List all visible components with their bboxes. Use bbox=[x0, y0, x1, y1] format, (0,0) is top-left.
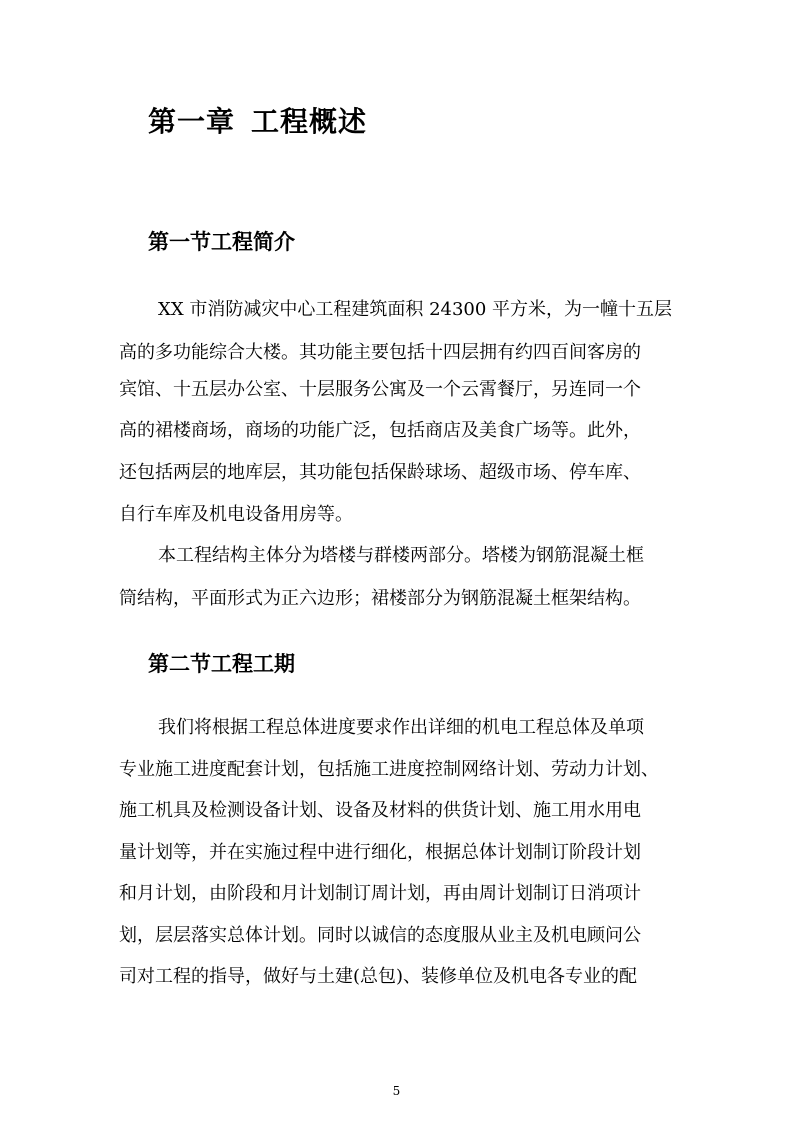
paragraph-line: 划，层层落实总体计划。同时以诚信的态度服从业主及机电顾问公 bbox=[119, 925, 641, 946]
chapter-label: 第一章 bbox=[148, 105, 236, 138]
paragraph-line: 司对工程的指导，做好与土建(总包)、装修单位及机电各专业的配 bbox=[119, 966, 638, 987]
paragraph-line: 还包括两层的地库层，其功能包括保龄球场、超级市场、停车库、 bbox=[119, 462, 641, 483]
chapter-heading-text: 工程概述 bbox=[251, 105, 368, 138]
chapter-title bbox=[148, 100, 367, 140]
paragraph-line: 高的裙楼商场，商场的功能广泛，包括商店及美食广场等。此外， bbox=[119, 420, 641, 441]
section-title-intro: 第一节工程简介 bbox=[148, 229, 295, 254]
paragraph-line: 我们将根据工程总体进度要求作出详细的机电工程总体及单项 bbox=[158, 717, 644, 738]
paragraph-line: 施工机具及检测设备计划、设备及材料的供货计划、施工用水用电 bbox=[119, 800, 641, 821]
paragraph-line: 本工程结构主体分为塔楼与群楼两部分。塔楼为钢筋混凝土框 bbox=[158, 545, 644, 566]
section-title-schedule: 第二节工程工期 bbox=[148, 651, 295, 676]
paragraph-line: 高的多功能综合大楼。其功能主要包括十四层拥有约四百间客房的 bbox=[119, 342, 641, 363]
paragraph-line: 专业施工进度配套计划，包括施工进度控制网络计划、劳动力计划、 bbox=[119, 759, 659, 780]
page-number: 5 bbox=[392, 1084, 401, 1098]
paragraph-line: XX 市消防减灾中心工程建筑面积 24300 平方米，为一幢十五层 bbox=[158, 299, 673, 320]
paragraph-line: 筒结构，平面形式为正六边形；裙楼部分为钢筋混凝土框架结构。 bbox=[119, 588, 641, 609]
paragraph-line: 量计划等，并在实施过程中进行细化，根据总体计划制订阶段计划 bbox=[119, 842, 641, 863]
paragraph-line: 和月计划，由阶段和月计划制订周计划，再由周计划制订日消项计 bbox=[119, 883, 641, 904]
paragraph-line: 宾馆、十五层办公室、十层服务公寓及一个云霄餐厅，另连同一个 bbox=[119, 379, 641, 400]
paragraph-line: 自行车库及机电设备用房等。 bbox=[119, 504, 353, 525]
